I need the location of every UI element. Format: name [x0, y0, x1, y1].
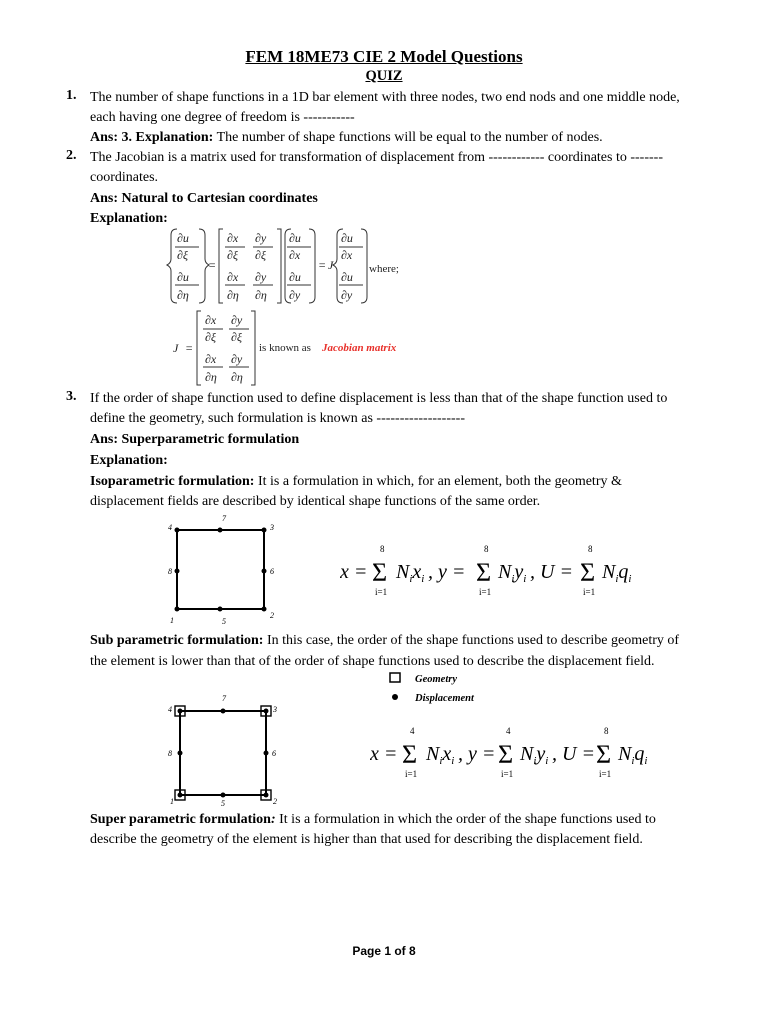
eq-J-2: J: [173, 341, 179, 355]
sub-sum-upper-1: 4: [410, 726, 415, 736]
q2-explanation-heading: Explanation:: [90, 211, 168, 226]
legend-geometry: Geometry: [415, 674, 457, 685]
sub-eq-x: x =: [370, 743, 398, 765]
svg-text:Niyi: $N_iy_i$: [498, 561, 527, 585]
svg-text:∂u: ∂u: [289, 231, 301, 245]
eq-equals-3: =: [185, 341, 194, 355]
iso-sum-upper-3: 8: [588, 544, 593, 554]
sub-sum-lower-2: i=1: [501, 769, 514, 779]
svg-text:Σ: Σ: [580, 558, 596, 587]
q2-answer: Ans: Natural to Cartesian coordinates: [90, 191, 318, 206]
iso-sum-lower-1: i=1: [375, 587, 388, 597]
svg-text:∂u: ∂u: [289, 270, 301, 284]
node-label-8: 8: [168, 567, 172, 576]
eq-jacobian-term: Jacobian matrix: [322, 342, 397, 354]
super-paragraph-line1: [90, 810, 723, 830]
super-text1: It is a formulation in which the order of the shape functions used to: [275, 812, 656, 827]
iso-label: Isoparametric formulation:: [90, 474, 255, 489]
iso-eq-U: , U =: [530, 561, 573, 583]
q3-line2: define the geometry, such formulation is known as -------------------: [90, 411, 465, 426]
isoparametric-element-diagram: [160, 512, 305, 630]
q3-line1: If the order of shape function used to define displacement is less than that of the shape function used to: [90, 391, 668, 406]
iso-eq-y: , y =: [428, 561, 466, 583]
svg-text:∂η: ∂η: [231, 370, 243, 384]
fig2-node-label-8: 8: [168, 749, 172, 758]
svg-text:∂ξ: ∂ξ: [177, 248, 189, 262]
svg-text:∂x: ∂x: [205, 352, 217, 366]
iso-sum-upper-1: 8: [380, 544, 385, 554]
sub-paragraph-line2: the element is lower than that of the order of shape functions used to describe the displacement field.: [90, 654, 655, 669]
svg-text:∂η: ∂η: [227, 288, 239, 302]
page-number: Page 1 of 8: [352, 944, 416, 958]
q1-line2: each having one degree of freedom is -----------: [90, 110, 355, 125]
eq-equals-1: =: [208, 258, 217, 272]
svg-text:Σ: Σ: [476, 558, 492, 587]
q1-answer: [90, 128, 723, 148]
svg-text:Σ: Σ: [372, 558, 388, 587]
q3-answer: Ans: Superparametric formulation: [90, 432, 300, 447]
sub-sum-lower-1: i=1: [405, 769, 418, 779]
q3-explanation-heading: Explanation:: [90, 453, 168, 468]
node-label-5: 5: [222, 617, 226, 626]
eq-J-1: J: [328, 258, 334, 272]
q2-line1: The Jacobian is a matrix used for transformation of displacement from ------------ coordinates to -------: [90, 150, 663, 165]
node-label-2: 2: [270, 611, 274, 620]
svg-text:∂η: ∂η: [205, 370, 217, 384]
fig2-node-label-7: 7: [222, 694, 226, 703]
svg-text:∂ξ: ∂ξ: [227, 248, 239, 262]
q1-line1: The number of shape functions in a 1D bar element with three nodes, two end nods and one middle node,: [90, 90, 680, 105]
svg-text:Nixi: $N_ix_i$: [396, 561, 425, 585]
svg-text:∂u: ∂u: [341, 231, 353, 245]
question-number-2: 2.: [66, 148, 77, 163]
iso-paragraph-line2: displacement fields are described by identical shape functions of the same order.: [90, 494, 541, 509]
q1-expl-label: . Explanation:: [128, 130, 214, 145]
fig2-node-label-3: 3: [273, 705, 277, 714]
svg-text:∂y: ∂y: [231, 352, 243, 366]
super-label: Super parametric formulation: [90, 812, 271, 827]
sub-sum-upper-2: 4: [506, 726, 511, 736]
node-label-1: 1: [170, 616, 174, 625]
svg-text:∂η: ∂η: [177, 288, 189, 302]
fig2-node-label-6: 6: [272, 749, 276, 758]
svg-text:∂y: ∂y: [289, 288, 301, 302]
svg-text:Σ: Σ: [402, 740, 418, 769]
svg-text:∂y: ∂y: [231, 313, 243, 327]
question-number-3: 3.: [66, 389, 77, 404]
iso-text1: It is a formulation in which, for an element, both the geometry &: [254, 474, 622, 489]
iso-paragraph-line1: [90, 472, 723, 492]
svg-text:∂y: ∂y: [255, 270, 267, 284]
fig2-node-label-5: 5: [221, 799, 225, 808]
svg-text:Σ: Σ: [498, 740, 514, 769]
sub-sum-lower-3: i=1: [599, 769, 612, 779]
q1-answer-label: Ans: 3: [90, 130, 129, 145]
jacobian-equation: [165, 225, 465, 390]
svg-text:∂u: ∂u: [341, 270, 353, 284]
iso-eq-x: x =: [340, 561, 368, 583]
iso-sum-lower-3: i=1: [583, 587, 596, 597]
subparametric-formula: [370, 722, 690, 782]
svg-text:∂ξ: ∂ξ: [255, 248, 267, 262]
svg-text:∂x: ∂x: [289, 248, 301, 262]
q2-line2: coordinates.: [90, 170, 159, 185]
node-label-3: 3: [270, 523, 274, 532]
eq-where: where;: [369, 263, 399, 275]
eq-equals-2: =: [318, 258, 327, 272]
node-label-4: 4: [168, 523, 172, 532]
svg-text:∂ξ: ∂ξ: [231, 330, 243, 344]
legend-displacement: Displacement: [415, 693, 474, 704]
fig2-node-label-1: 1: [170, 797, 174, 806]
iso-sum-upper-2: 8: [484, 544, 489, 554]
svg-text:Σ: Σ: [596, 740, 612, 769]
svg-text:Niqi: $N_iq_i$: [618, 743, 648, 767]
svg-text:∂x: ∂x: [227, 231, 239, 245]
fig2-node-label-4: 4: [168, 705, 172, 714]
svg-text:∂u: ∂u: [177, 231, 189, 245]
svg-text:∂y: ∂y: [341, 288, 353, 302]
svg-text:∂y: ∂y: [255, 231, 267, 245]
node-label-7: 7: [222, 514, 226, 523]
subparametric-element-diagram: [160, 690, 305, 808]
super-paragraph-line2: describe the geometry of the element is higher than that used for describing the displacement field.: [90, 832, 643, 847]
page-title: FEM 18ME73 CIE 2 Model Questions: [245, 47, 523, 66]
svg-text:∂η: ∂η: [255, 288, 267, 302]
fig2-node-label-2: 2: [273, 797, 277, 806]
sub-eq-U: , U =: [552, 743, 595, 765]
svg-text:∂x: ∂x: [227, 270, 239, 284]
isoparametric-formula: [340, 540, 660, 600]
eq-known-as: is known as: [259, 342, 311, 354]
iso-sum-lower-2: i=1: [479, 587, 492, 597]
sub-eq-y: , y =: [458, 743, 496, 765]
section-subtitle: QUIZ: [365, 68, 403, 84]
q1-expl-text: The number of shape functions will be equal to the number of nodes.: [213, 130, 603, 145]
sub-paragraph-line1: [90, 631, 723, 651]
svg-text:∂x: ∂x: [205, 313, 217, 327]
sub-text1: In this case, the order of the shape functions used to describe geometry of: [263, 633, 680, 648]
sub-sum-upper-3: 8: [604, 726, 609, 736]
svg-text:∂x: ∂x: [341, 248, 353, 262]
svg-text:∂u: ∂u: [177, 270, 189, 284]
svg-text:Nixi: $N_ix_i$: [426, 743, 455, 767]
sub-label: Sub parametric formulation:: [90, 633, 264, 648]
figure-legend: [388, 671, 518, 707]
svg-text:Niqi: $N_iq_i$: [602, 561, 632, 585]
node-label-6: 6: [270, 567, 274, 576]
svg-text:∂ξ: ∂ξ: [205, 330, 217, 344]
super-colon: :: [270, 812, 276, 827]
question-number-1: 1.: [66, 88, 77, 103]
svg-text:Niyi: $N_iy_i$: [520, 743, 549, 767]
